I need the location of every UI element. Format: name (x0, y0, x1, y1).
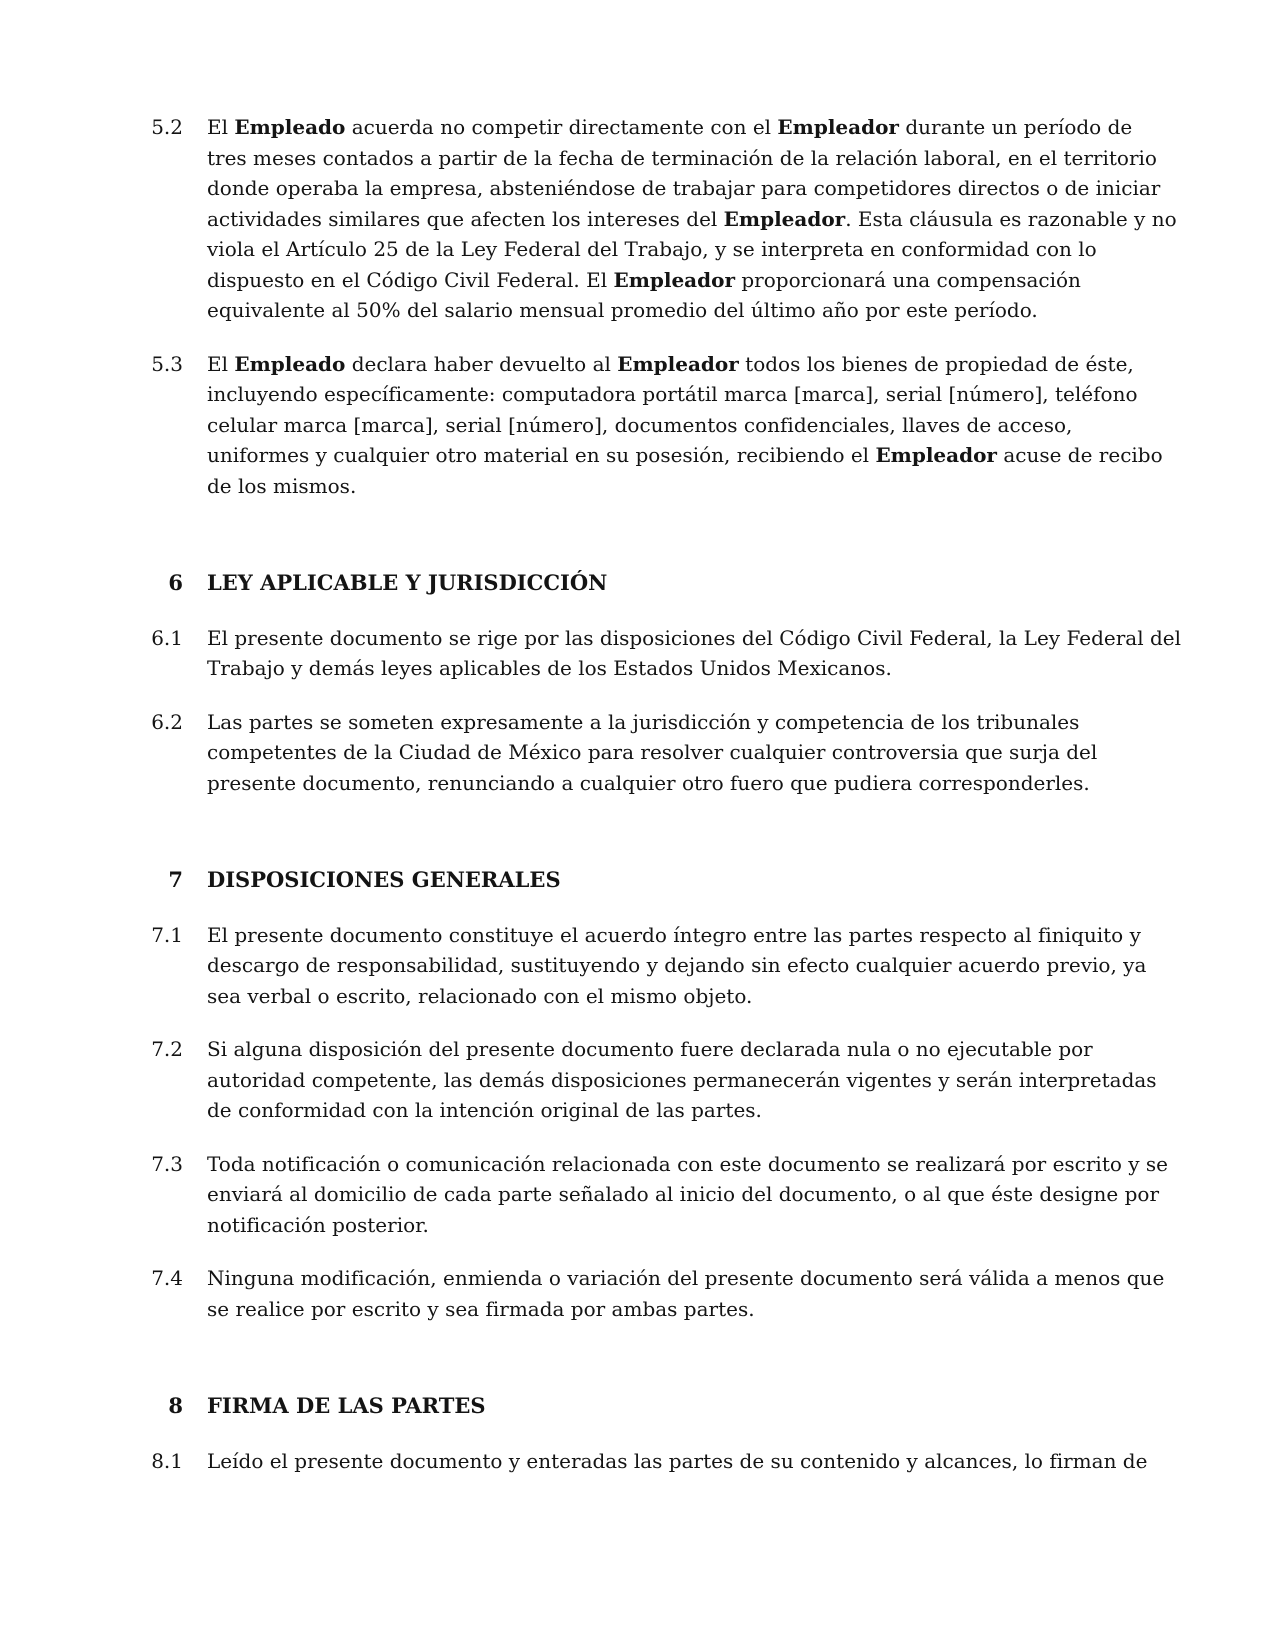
clause-line: actividades similares que afecten los intereses del Empleador. Esta cláusula es razonable y no (207, 206, 1177, 231)
section-number: 7 (168, 867, 183, 892)
clause-line: presente documento, renunciando a cualquier otro fuero que pudiera corresponderles. (207, 770, 1090, 795)
clause-text (207, 920, 1147, 1012)
section-heading-6 (0, 568, 1275, 599)
clause-line: notificación posterior. (207, 1212, 429, 1237)
clause-line: Toda notificación o comunicación relacionada con este documento se realizará por escrito y se (207, 1151, 1169, 1176)
section-title (207, 865, 1147, 896)
clause-line: de conformidad con la intención original de las partes. (207, 1098, 762, 1122)
clause-line: equivalente al 50% del salario mensual promedio del último año por este período. (207, 298, 1038, 322)
clause-number: 7.4 (151, 1266, 183, 1290)
clause-line: Las partes se someten expresamente a la jurisdicción y competencia de los tribunales (207, 709, 1080, 734)
clause-line: celular marca [marca], serial [número], documentos confidenciales, llaves de acceso, (207, 412, 1073, 437)
clause-8.1 (0, 1446, 1275, 1477)
clause-line: El Empleado acuerda no competir directamente con el Empleador durante un período de (207, 115, 1133, 139)
clause-6.1 (0, 623, 1275, 684)
clause-line: Leído el presente documento y enteradas las partes de su contenido y alcances, lo firman de (207, 1448, 1148, 1473)
clause-text (207, 349, 1163, 502)
clause-7.3 (0, 1149, 1275, 1241)
clause-5.3 (0, 349, 1275, 502)
clause-number: 6.2 (151, 709, 183, 734)
clause-7.2 (0, 1034, 1275, 1126)
section-heading-7 (0, 865, 1275, 896)
clause-line: enviará al domicilio de cada parte señalado al inicio del documento, o al que éste designe por (207, 1182, 1160, 1206)
clause-line: dispuesto en el Código Civil Federal. El Empleador proporcionará una compensación (207, 267, 1081, 292)
clause-number: 5.3 (151, 351, 183, 376)
clause-line: sea verbal o escrito, relacionado con el mismo objeto. (207, 983, 753, 1008)
clause-line: donde operaba la empresa, absteniéndose de trabajar para competidores directos o de iniciar (207, 176, 1161, 200)
clause-7.4 (0, 1263, 1275, 1324)
section-title (207, 1391, 1147, 1422)
section-number: 8 (168, 1393, 183, 1418)
clause-line: se realice por escrito y sea firmada por ambas partes. (207, 1296, 755, 1321)
clause-line: descargo de responsabilidad, sustituyendo y dejando sin efecto cualquier acuerdo previo, ya (207, 953, 1147, 977)
clause-number: 7.1 (151, 922, 183, 947)
clause-5.2 (0, 112, 1275, 326)
clause-text (207, 1034, 1157, 1126)
clause-line: viola el Artículo 25 de la Ley Federal del Trabajo, y se interpreta en conformidad con lo (207, 237, 1097, 261)
clause-line: incluyendo específicamente: computadora portátil marca [marca], serial [número], teléfono (207, 382, 1138, 406)
clause-line: competentes de la Ciudad de México para resolver cualquier controversia que surja del (207, 740, 1098, 764)
clause-text (207, 1446, 1147, 1477)
clause-line: El Empleado declara haber devuelto al Empleador todos los bienes de propiedad de éste, (207, 351, 1134, 376)
clause-number: 7.2 (151, 1037, 183, 1061)
clause-line: El presente documento se rige por las disposiciones del Código Civil Federal, la Ley Federal del (207, 625, 1181, 650)
section-title-text: FIRMA DE LAS PARTES (207, 1393, 486, 1418)
clause-line: autoridad competente, las demás disposiciones permanecerán vigentes y serán interpretadas (207, 1067, 1157, 1092)
clause-line: Trabajo y demás leyes aplicables de los Estados Unidos Mexicanos. (207, 656, 892, 680)
section-title-text: LEY APLICABLE Y JURISDICCIÓN (207, 570, 608, 595)
clause-line: Ninguna modificación, enmienda o variación del presente documento será válida a menos que (207, 1266, 1165, 1290)
clause-line: uniformes y cualquier otro material en su posesión, recibiendo el Empleador acuse de recibo (207, 443, 1163, 467)
clause-text (207, 1263, 1165, 1324)
section-heading-8 (0, 1391, 1275, 1422)
section-number: 6 (168, 570, 183, 595)
clause-line: Si alguna disposición del presente documento fuere declarada nula o no ejecutable por (207, 1037, 1093, 1061)
clause-line: El presente documento constituye el acuerdo íntegro entre las partes respecto al finiquito y (207, 922, 1141, 947)
clause-text (207, 112, 1177, 326)
clause-line: tres meses contados a partir de la fecha de terminación de la relación laboral, en el territorio (207, 145, 1157, 170)
clause-text (207, 623, 1181, 684)
clause-number: 7.3 (151, 1151, 183, 1176)
clause-line: de los mismos. (207, 473, 357, 498)
clause-6.2 (0, 707, 1275, 799)
clause-number: 8.1 (151, 1448, 183, 1473)
clause-number: 6.1 (151, 625, 183, 650)
section-title (207, 568, 1147, 599)
clause-7.1 (0, 920, 1275, 1012)
clause-text (207, 707, 1147, 799)
clause-number: 5.2 (151, 115, 183, 139)
clause-text (207, 1149, 1169, 1241)
section-title-text: DISPOSICIONES GENERALES (207, 867, 561, 892)
